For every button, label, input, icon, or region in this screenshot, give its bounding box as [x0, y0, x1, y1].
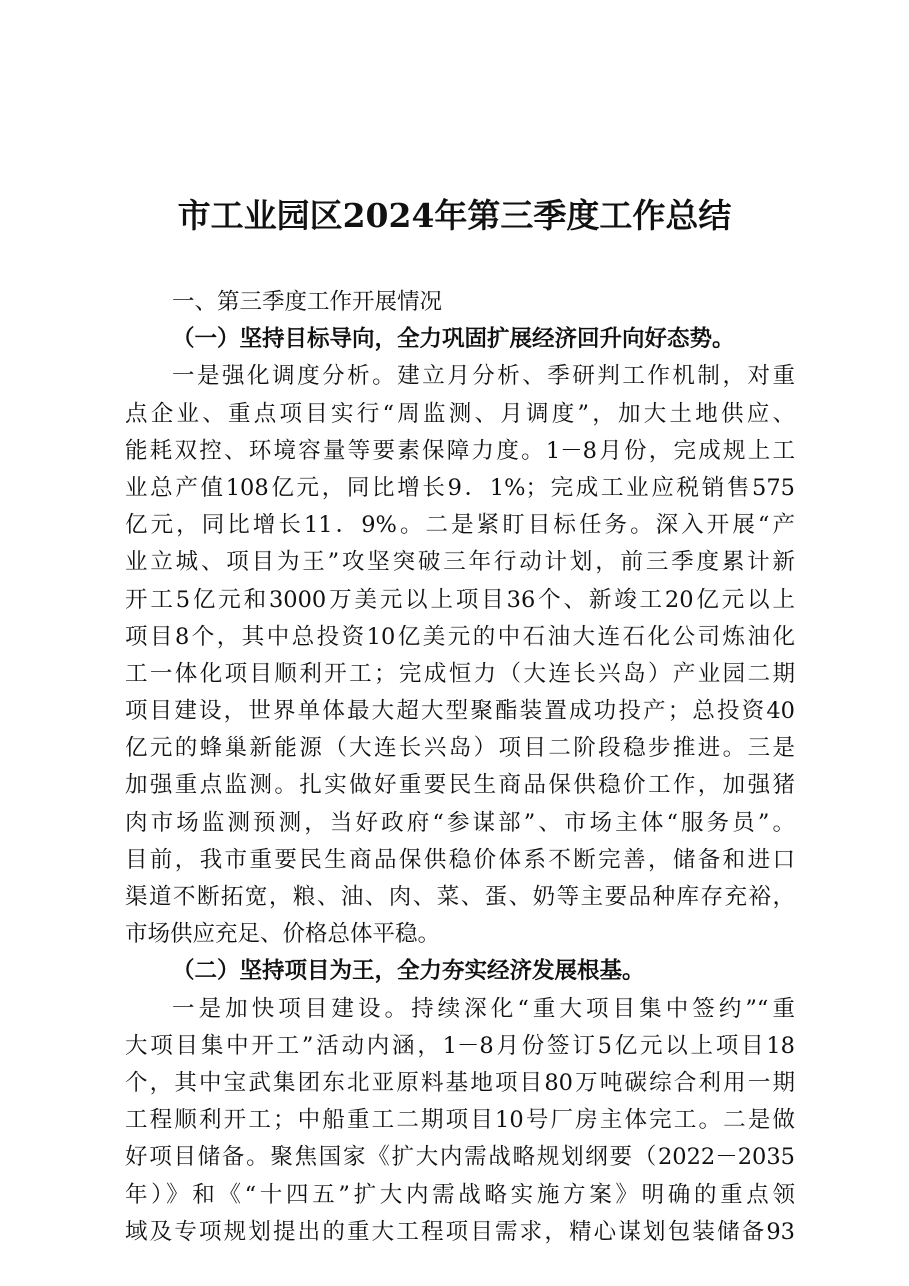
paragraph-line: 开工5亿元和3000万美元以上项目36个、新竣工20亿元以上: [125, 586, 795, 613]
paragraph-line: 亿元的蜂巢新能源（大连长兴岛）项目二阶段稳步推进。三是: [125, 735, 795, 762]
paragraph-line: 项目建设，世界单体最大超大型聚酯装置成功投产；总投资40: [125, 698, 795, 725]
document-body: [125, 284, 795, 1251]
paragraph-line: 业总产值108亿元，同比增长9．1%；完成工业应税销售575: [125, 474, 795, 501]
paragraph-line: 一是强化调度分析。建立月分析、季研判工作机制，对重: [172, 363, 795, 390]
paragraph-line: 域及专项规划提出的重大工程项目需求，精心谋划包装储备93: [125, 1218, 795, 1245]
paragraph-line: 目前，我市重要民生商品保供稳价体系不断完善，储备和进口: [125, 846, 795, 873]
paragraph-line: 肉市场监测预测，当好政府“参谋部”、市场主体“服务员”。: [125, 809, 795, 836]
paragraph-line: 好项目储备。聚焦国家《扩大内需战略规划纲要（2022－2035: [125, 1144, 795, 1171]
paragraph-line: 工一体化项目顺利开工；完成恒力（大连长兴岛）产业园二期: [125, 660, 795, 687]
paragraph-line: 大项目集中开工”活动内涵，1－8月份签订5亿元以上项目18: [125, 1032, 795, 1059]
paragraph-line: 个，其中宝武集团东北亚原料基地项目80万吨碳综合利用一期: [125, 1069, 795, 1096]
paragraph-line: 项目8个，其中总投资10亿美元的中石油大连石化公司炼油化: [125, 623, 795, 650]
paragraph-line: 市场供应充足、价格总体平稳。: [125, 921, 441, 948]
section-heading: 一、第三季度工作开展情况: [172, 289, 443, 315]
subsection-heading: （一）坚持目标导向，全力巩固扩展经济回升向好态势。: [172, 326, 735, 353]
paragraph-line: 能耗双控、环境容量等要素保障力度。1－8月份，完成规上工: [125, 437, 795, 464]
paragraph-line: 亿元，同比增长11．9%。二是紧盯目标任务。深入开展“产: [125, 512, 795, 539]
paragraph-line: 一是加快项目建设。持续深化“重大项目集中签约”“重: [172, 995, 795, 1022]
paragraph-line: 业立城、项目为王”攻坚突破三年行动计划，前三季度累计新: [125, 549, 795, 576]
paragraph-line: 年）》和《“十四五”扩大内需战略实施方案》明确的重点领: [125, 1181, 795, 1208]
paragraph-line: 加强重点监测。扎实做好重要民生商品保供稳价工作，加强猪: [125, 772, 795, 799]
paragraph-line: 渠道不断拓宽，粮、油、肉、菜、蛋、奶等主要品种库存充裕，: [125, 884, 795, 910]
paragraph-line: 点企业、重点项目实行“周监测、月调度”，加大土地供应、: [125, 400, 795, 427]
paragraph-line: 工程顺利开工；中船重工二期项目10号厂房主体完工。二是做: [125, 1107, 795, 1134]
document-title: 市工业园区2024年第三季度工作总结: [177, 196, 732, 235]
subsection-heading: （二）坚持项目为王，全力夯实经济发展根基。: [172, 958, 645, 985]
